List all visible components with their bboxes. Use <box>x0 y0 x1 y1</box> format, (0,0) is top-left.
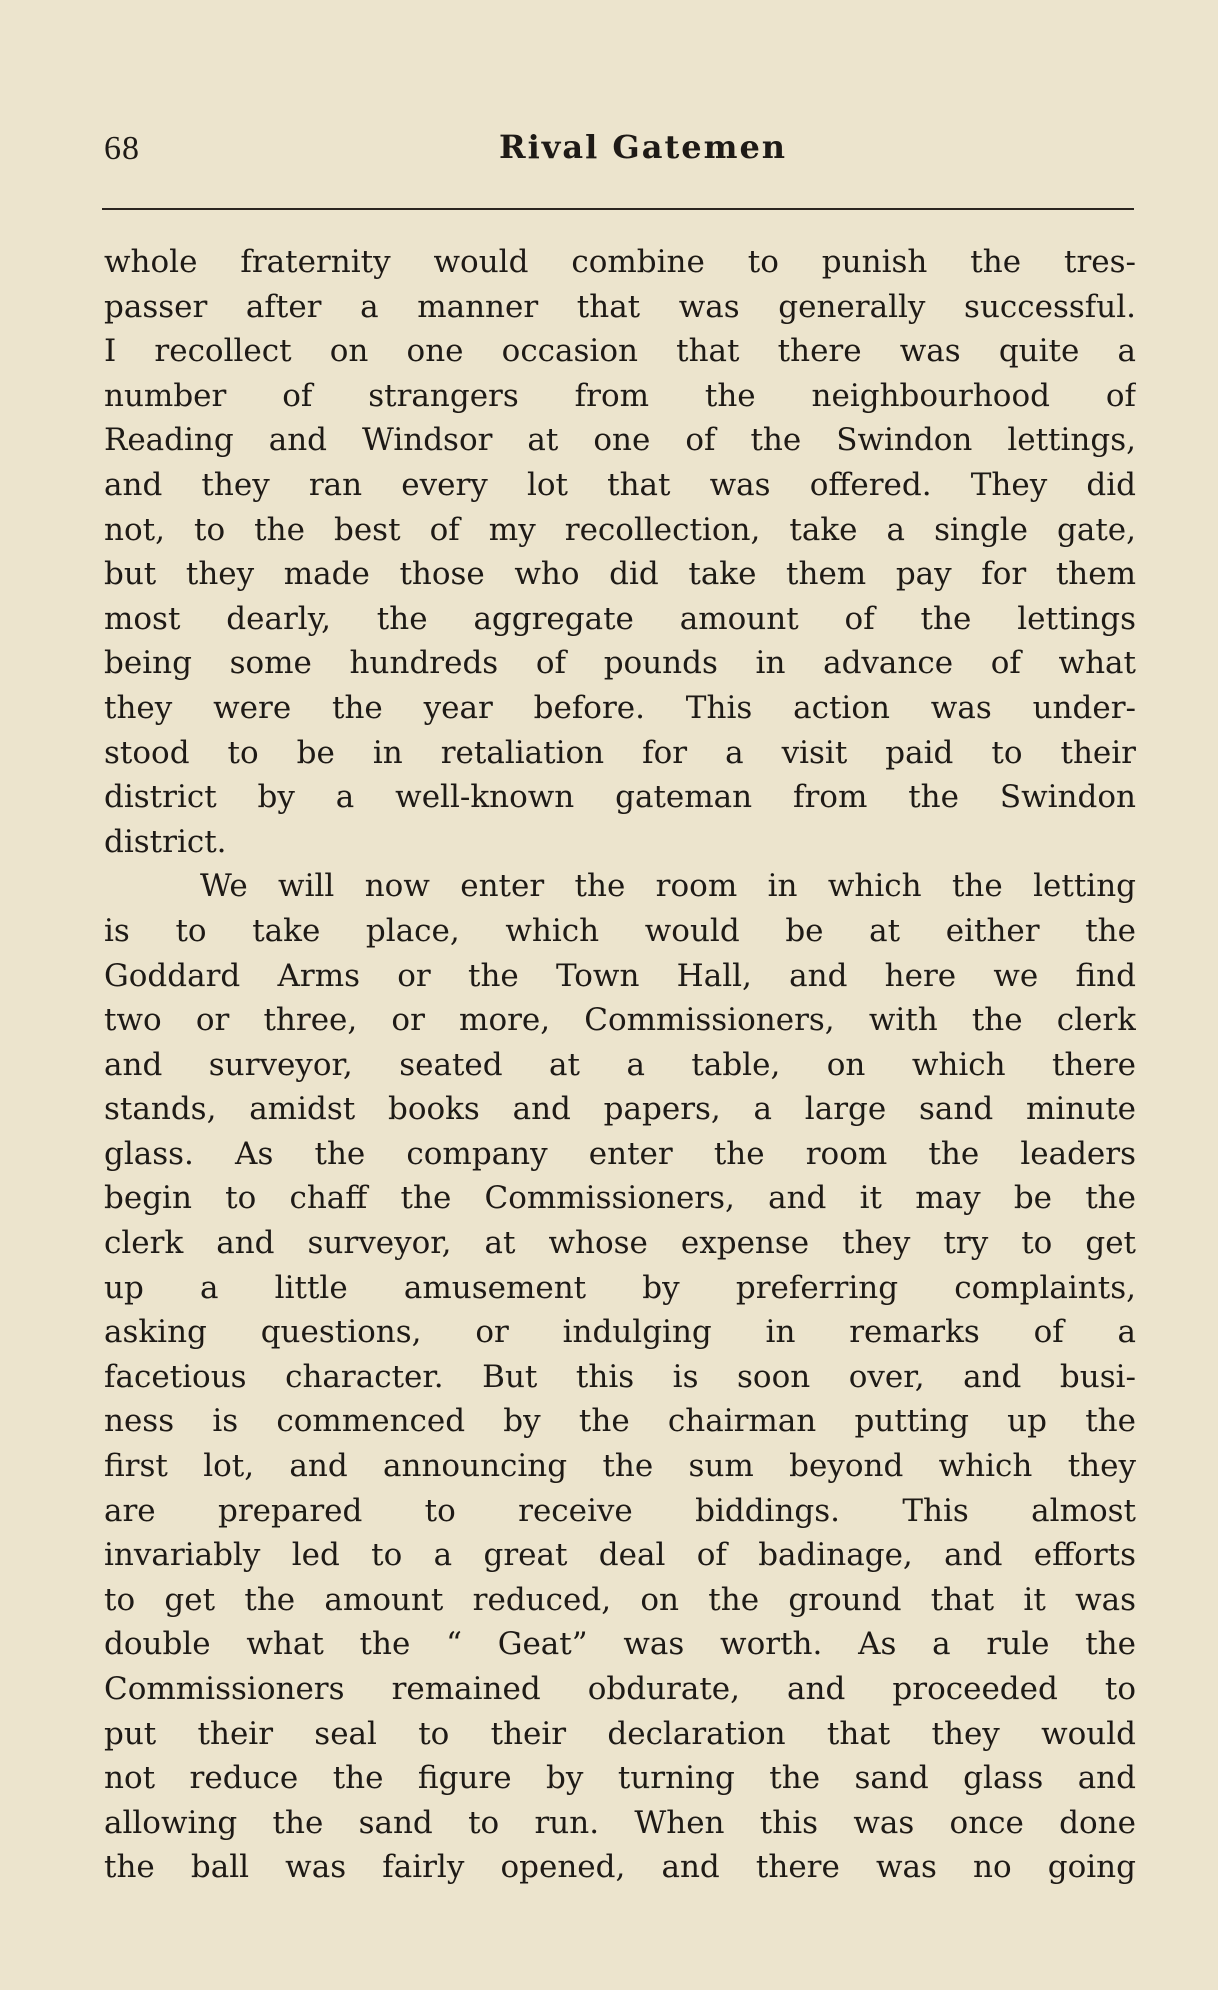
text-line: Reading and Windsor at one of the Swindon lettings, <box>104 422 1136 459</box>
text-line: I recollect on one occasion that there was quite a <box>104 333 1136 370</box>
text-line: facetious character. But this is soon over, and busi- <box>104 1358 1136 1395</box>
text-line: first lot, and announcing the sum beyond which they <box>104 1448 1136 1485</box>
text-line: asking questions, or indulging in remarks of a <box>104 1314 1136 1351</box>
text-line: they were the year before. This action was under- <box>104 689 1136 726</box>
text-line: most dearly, the aggregate amount of the lettings <box>104 600 1136 637</box>
text-line: but they made those who did take them pay for them <box>104 556 1136 593</box>
text-line: district by a well-known gateman from the Swindon <box>104 779 1136 816</box>
text-line: We will now enter the room in which the letting <box>200 868 1136 905</box>
text-line: glass. As the company enter the room the leaders <box>104 1135 1136 1172</box>
header-rule <box>102 208 1134 210</box>
text-line: stood to be in retaliation for a visit paid to their <box>104 734 1136 771</box>
body-text <box>104 240 1136 1890</box>
text-line: two or three, or more, Commissioners, with the clerk <box>104 1002 1136 1039</box>
text-line: and surveyor, seated at a table, on which there <box>104 1046 1136 1083</box>
text-line: put their seal to their declaration that they would <box>104 1715 1136 1752</box>
text-line: Goddard Arms or the Town Hall, and here we find <box>104 957 1136 994</box>
text-line: clerk and surveyor, at whose expense they try to get <box>104 1225 1136 1262</box>
text-line: Commissioners remained obdurate, and proceeded to <box>104 1671 1136 1707</box>
text-line: allowing the sand to run. When this was once done <box>104 1804 1136 1841</box>
page-header <box>104 124 1138 184</box>
text-line: ness is commenced by the chairman putting up the <box>104 1403 1136 1440</box>
text-line: to get the amount reduced, on the ground that it was <box>104 1581 1136 1618</box>
text-line: begin to chaff the Commissioners, and it may be the <box>104 1180 1136 1217</box>
text-line: are prepared to receive biddings. This almost <box>104 1492 1136 1529</box>
text-line: the ball was fairly opened, and there was no going <box>104 1849 1136 1886</box>
text-line: invariably led to a great deal of badinage, and efforts <box>104 1537 1136 1574</box>
text-line: not, to the best of my recollection, take a single gate, <box>104 511 1136 548</box>
text-line: stands, amidst books and papers, a large sand minute <box>104 1091 1136 1128</box>
text-line: district. <box>104 823 227 860</box>
text-line: number of strangers from the neighbourhood of <box>104 377 1136 414</box>
text-line: passer after a manner that was generally successful. <box>104 288 1136 325</box>
text-line: is to take place, which would be at either the <box>104 912 1136 949</box>
text-line: not reduce the figure by turning the sand glass and <box>104 1760 1136 1797</box>
text-line: double what the “ Geat” was worth. As a rule the <box>104 1626 1136 1663</box>
text-line: whole fraternity would combine to punish the tres- <box>104 244 1136 280</box>
text-line: being some hundreds of pounds in advance of what <box>104 645 1136 682</box>
page-number: 68 <box>104 130 140 167</box>
running-title: Rival Gatemen <box>499 128 788 166</box>
text-line: and they ran every lot that was offered. They did <box>104 466 1136 503</box>
text-line: up a little amusement by preferring complaints, <box>104 1269 1136 1306</box>
